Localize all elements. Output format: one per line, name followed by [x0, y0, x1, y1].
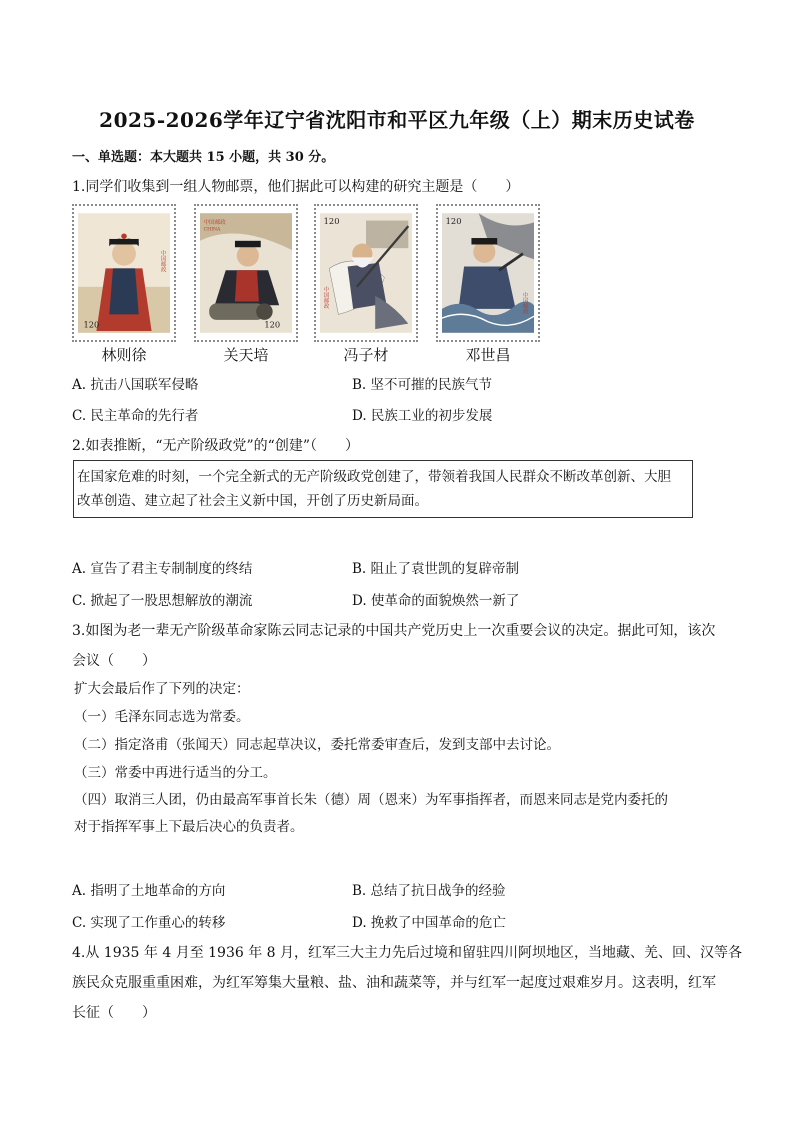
- portrait-deng-shichang: [442, 210, 534, 336]
- stamp-brand: 中国邮政: [322, 286, 329, 309]
- q3-quote-line: （四）取消三人团，仍由最高军事首长朱（德）周（恩来）为军事指挥者，而恩来同志是党内委托的: [74, 792, 668, 808]
- question-4-stem-cont: 长征（ ）: [72, 1005, 156, 1021]
- question-4-stem: 4.从 1935 年 4 月至 1936 年 8 月，红军三大主力先后过境和留驻四川阿坝地区，当地藏、羌、回、汉等各: [72, 945, 743, 961]
- q3-quote-line: （一）毛泽东同志选为常委。: [74, 709, 250, 725]
- stamp-value: 120: [83, 319, 100, 330]
- portrait-feng-zicai: [320, 210, 412, 336]
- stamp-guan-tianpei: [194, 204, 298, 342]
- q1-option-d[interactable]: D. 民族工业的初步发展: [352, 408, 493, 424]
- question-3-stem: 3.如图为老一辈无产阶级革命家陈云同志记录的中国共产党历史上一次重要会议的决定。据此可知，该次: [72, 623, 716, 639]
- q3-option-a[interactable]: A. 指明了土地革命的方向: [72, 883, 226, 899]
- stamp-name: 邓世昌: [465, 346, 511, 364]
- question-2-stem: 2.如表推断，“无产阶级政党”的“创建”（ ）: [72, 438, 359, 454]
- q1-option-b[interactable]: B. 坚不可摧的民族气节: [352, 377, 493, 393]
- question-1-stem: 1.同学们收集到一组人物邮票，他们据此可以构建的研究主题是（ ）: [72, 179, 520, 195]
- page-title: 2025-2026学年辽宁省沈阳市和平区九年级（上）期末历史试卷: [99, 108, 695, 132]
- q3-option-c[interactable]: C. 实现了工作重心的转移: [72, 915, 226, 931]
- q1-option-c[interactable]: C. 民主革命的先行者: [72, 408, 199, 424]
- q2-option-a[interactable]: A. 宣告了君主专制制度的终结: [72, 561, 253, 577]
- q2-material-box: [73, 460, 693, 518]
- section-heading: 一、单选题：本大题共 15 小题，共 30 分。: [72, 150, 335, 165]
- stamp-brand: 中国邮政: [203, 220, 226, 227]
- q3-quote-line: （二）指定洛甫（张闻天）同志起草决议，委托常委审查后，发到支部中去讨论。: [74, 737, 560, 753]
- question-4-stem-cont: 族民众克服重重困难，为红军筹集大量粮、盐、油和蔬菜等，并与红军一起度过艰难岁月。这表明，红军: [72, 975, 716, 991]
- q3-quote-line: 对于指挥军事上下最后决心的负责者。: [74, 819, 304, 835]
- q2-option-d[interactable]: D. 使革命的面貌焕然一新了: [352, 593, 520, 609]
- q3-quote-line: 扩大会最后作了下列的决定：: [74, 681, 250, 697]
- q2-option-c[interactable]: C. 掀起了一股思想解放的潮流: [72, 593, 253, 609]
- stamp-value: 120: [264, 319, 281, 330]
- stamp-deng-shichang: [436, 204, 540, 342]
- stamp-name: 林则徐: [101, 346, 147, 364]
- stamp-value: 120: [445, 216, 462, 227]
- q1-option-a[interactable]: A. 抗击八国联军侵略: [72, 377, 199, 393]
- q2-material-line: 改革创造、建立起了社会主义新中国，开创了历史新局面。: [77, 493, 428, 509]
- q3-option-b[interactable]: B. 总结了抗日战争的经验: [352, 883, 506, 899]
- portrait-lin-zexu: [78, 210, 170, 336]
- q2-option-b[interactable]: B. 阻止了袁世凯的复辟帝制: [352, 561, 520, 577]
- stamp-brand: 中国邮政: [159, 250, 166, 273]
- stamp-brand-en: CHINA: [203, 227, 221, 233]
- q3-quote-line: （三）常委中再进行适当的分工。: [74, 765, 277, 781]
- stamp-name: 关天培: [223, 346, 269, 364]
- question-3-stem-cont: 会议（ ）: [72, 653, 156, 669]
- q3-option-d[interactable]: D. 挽救了中国革命的危亡: [352, 915, 506, 931]
- stamp-value: 120: [323, 216, 340, 227]
- q2-material-line: 在国家危难的时刻，一个完全新式的无产阶级政党创建了，带领着我国人民群众不断改革创新、大胆: [77, 469, 671, 485]
- portrait-guan-tianpei: [200, 210, 292, 336]
- stamp-lin-zexu: [72, 204, 176, 342]
- stamp-name: 冯子材: [343, 346, 389, 364]
- stamp-brand: 中国邮政: [521, 292, 528, 315]
- stamp-feng-zicai: [314, 204, 418, 342]
